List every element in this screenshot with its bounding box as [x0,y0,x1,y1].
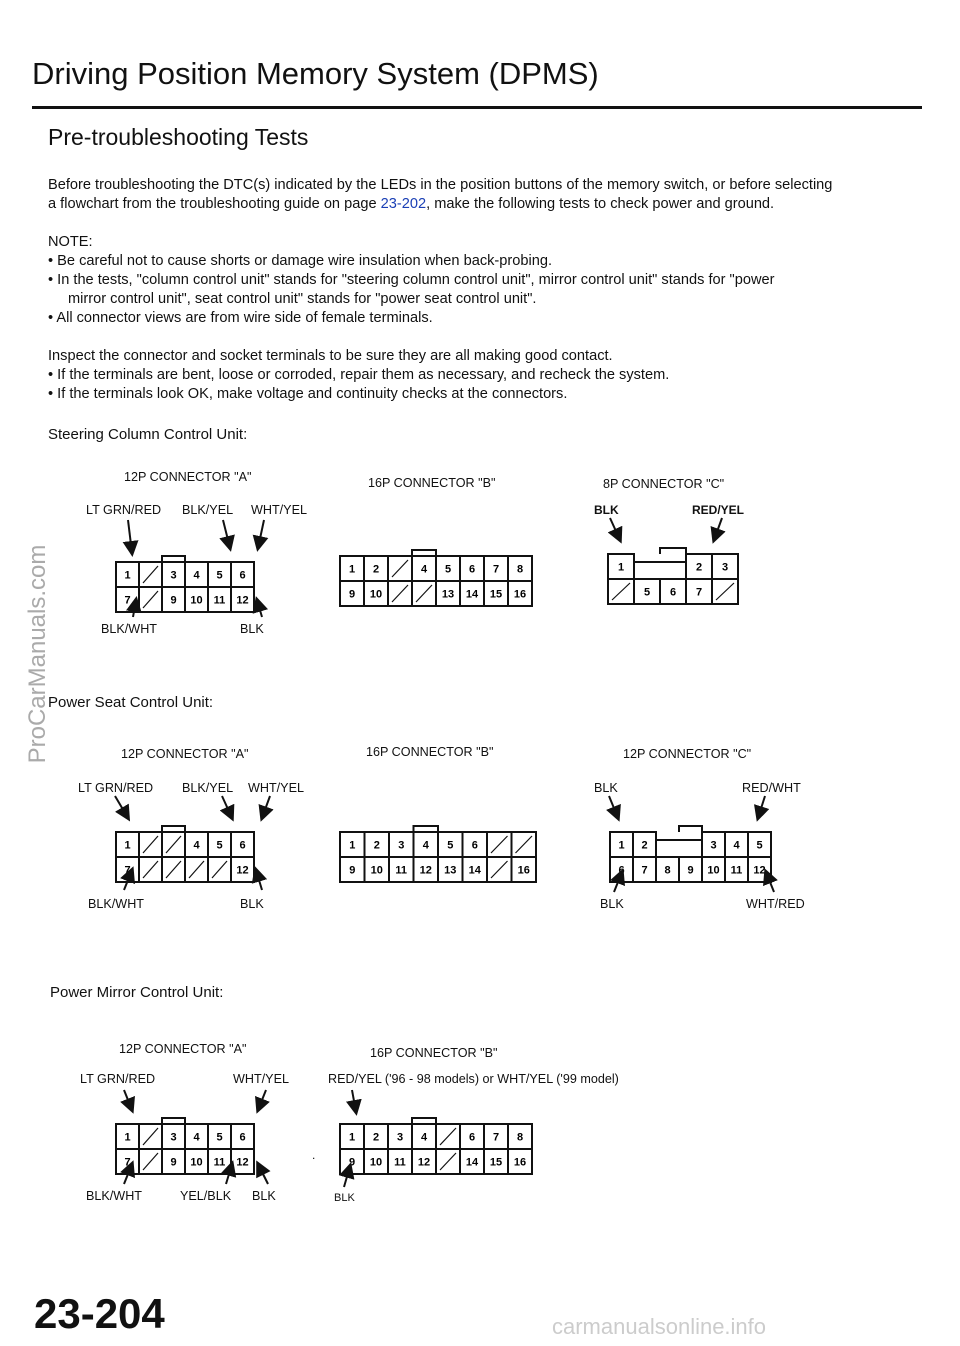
pointer-arrow [758,796,765,818]
wire-label: BLK [594,503,619,517]
terminal-number: 1 [124,569,131,582]
terminal-number: 12 [236,864,249,877]
terminal-number: 12 [236,594,249,607]
pointer-arrow [258,1090,266,1110]
terminal-number: 7 [492,563,500,576]
terminal-number: 10 [190,594,203,607]
terminal-number: 1 [124,839,131,852]
inspect-line: Inspect the connector and socket terminals to be sure they are all making good contact. [48,348,613,364]
pointer-arrow [223,520,230,548]
terminal-number: 4 [193,569,200,582]
terminal-number: 5 [216,839,223,852]
wire-label: BLK [240,622,264,636]
terminal-number: 15 [489,1156,503,1169]
page-title: Driving Position Memory System (DPMS) [32,56,599,91]
terminal-number: 10 [707,864,720,877]
terminal-number: 15 [489,588,503,601]
wire-label: BLK/WHT [86,1189,142,1203]
terminal-number: 5 [216,1131,223,1144]
terminal-number: 11 [213,1156,226,1169]
pointer-arrow [256,870,262,890]
wire-label: BLK [240,897,264,911]
terminal-number: 1 [618,839,625,852]
note-item: mirror control unit", seat control unit" stands for "power seat control unit". [68,291,537,307]
terminal-number: 4 [193,1131,200,1144]
terminal-number: 14 [468,864,481,877]
terminal-number: 12 [417,1156,431,1169]
note-item: • In the tests, "column control unit" stands for "steering column control unit", mirror control unit" stands for "power [48,272,775,288]
terminal-number: 6 [468,563,476,576]
terminal-number: 6 [618,864,625,877]
stray-dot: . [312,1148,316,1162]
terminal-number: 9 [348,588,356,601]
terminal-number: 16 [517,864,530,877]
terminal-number: 6 [239,839,246,852]
wire-label: WHT/YEL [248,781,304,795]
terminal-number: 2 [695,561,703,574]
connector-title: 12P CONNECTOR "A" [121,747,249,761]
note-item: • Be careful not to cause shorts or damage wire insulation when back-probing. [48,253,553,269]
wire-label: BLK/WHT [88,897,144,911]
terminal-number: 3 [721,561,729,574]
pointer-arrow [766,872,774,892]
terminal-number: 7 [492,1131,500,1144]
terminal-number: 8 [664,864,671,877]
note-item: • All connector views are from wire side of female terminals. [48,310,433,326]
terminal-number: 4 [420,1131,428,1144]
terminal-number: 11 [213,594,226,607]
terminal-number: 16 [513,1156,527,1169]
connector-title: 16P CONNECTOR "B" [368,476,496,490]
pointer-arrow [226,1164,232,1184]
terminal-number: 1 [348,563,356,576]
wire-label: BLK/YEL [182,781,234,795]
terminal-number: 6 [239,569,246,582]
terminal-number: 7 [695,586,703,599]
connector-title: 16P CONNECTOR "B" [370,1046,498,1060]
terminal-number: 5 [216,569,223,582]
wire-label: RED/YEL [692,503,745,517]
terminal-number: 4 [422,839,429,852]
terminal-number: 7 [124,864,131,877]
connector-title: 16P CONNECTOR "B" [366,745,494,759]
pointer-arrow [258,1164,268,1184]
terminal-number: 1 [124,1131,131,1144]
pointer-arrow [352,1090,356,1112]
terminal-number: 3 [710,839,717,852]
terminal-number: 4 [193,839,200,852]
terminal-number: 7 [641,864,648,877]
terminal-number: 13 [444,864,457,877]
terminal-number: 9 [170,1156,177,1169]
terminal-number: 9 [348,1156,356,1169]
pointer-arrow [610,518,620,540]
connector-title: 12P CONNECTOR "A" [119,1042,247,1056]
terminal-number: 3 [170,569,177,582]
wire-label: LT GRN/RED [86,503,162,517]
terminal-number: 10 [190,1156,203,1169]
terminal-number: 12 [753,864,766,877]
terminal-number: 9 [687,864,694,877]
terminal-number: 7 [124,594,131,607]
wire-label: LT GRN/RED [80,1072,156,1086]
terminal-number: 4 [733,839,740,852]
terminal-number: 9 [349,864,356,877]
terminal-number: 3 [170,1131,177,1144]
wire-label: LT GRN/RED [78,781,154,795]
section-mirror: Power Mirror Control Unit: [50,984,224,1001]
pointer-arrow [344,1166,350,1187]
terminal-number: 10 [370,864,383,877]
terminal-number: 6 [239,1131,246,1144]
pointer-arrow [128,520,132,553]
intro-text: a flowchart from the troubleshooting guide on page [48,196,381,212]
terminal-number: 2 [372,1131,380,1144]
pointer-arrow [262,796,270,818]
page-link[interactable]: 23-202 [380,196,427,212]
terminal-number: 5 [643,586,651,599]
wire-label: BLK [334,1192,355,1204]
terminal-number: 2 [372,563,380,576]
section-subtitle: Pre-troubleshooting Tests [48,124,309,150]
inspect-line: • If the terminals look OK, make voltage and continuity checks at the connectors. [48,386,568,402]
section-steering: Steering Column Control Unit: [48,426,248,443]
terminal-number: 5 [756,839,763,852]
intro-line-1: Before troubleshooting the DTC(s) indicated by the LEDs in the position buttons of the memory switch, or before selecting [48,177,833,193]
pointer-arrow [124,870,132,890]
pointer-arrow [124,1090,132,1110]
terminal-number: 2 [373,839,380,852]
terminal-number: 10 [369,588,383,601]
terminal-number: 14 [465,588,479,601]
pointer-arrow [609,796,618,818]
terminal-number: 1 [348,1131,356,1144]
terminal-number: 8 [516,563,524,576]
terminal-number: 5 [444,563,452,576]
wire-label: RED/YEL ('96 - 98 models) or WHT/YEL ('99 model) [328,1072,619,1086]
terminal-number: 8 [516,1131,524,1144]
terminal-number: 1 [617,561,625,574]
terminal-number: 3 [398,839,405,852]
pointer-arrow [714,518,722,540]
section-seat: Power Seat Control Unit: [48,694,214,711]
connector-title: 8P CONNECTOR "C" [603,477,725,491]
terminal-number: 12 [419,864,432,877]
terminal-number: 13 [441,588,455,601]
terminal-number: 6 [471,839,478,852]
inspect-line: • If the terminals are bent, loose or corroded, repair them as necessary, and recheck the system. [48,367,670,383]
terminal-number: 3 [396,1131,404,1144]
wire-label: WHT/RED [746,897,805,911]
wire-label: WHT/YEL [251,503,307,517]
terminal-number: 10 [369,1156,383,1169]
wire-label: BLK/WHT [101,622,157,636]
pointer-arrow [133,600,136,617]
pointer-arrow [614,872,622,892]
terminal-number: 16 [513,588,527,601]
watermark: ProCarManuals.com [24,544,51,764]
page-number: 23-204 [34,1290,165,1337]
connector-title: 12P CONNECTOR "A" [124,470,252,484]
terminal-number: 6 [468,1131,476,1144]
terminal-number: 5 [447,839,454,852]
terminal-number: 11 [394,1156,406,1169]
terminal-number: 4 [420,563,428,576]
wire-label: BLK [594,781,618,795]
wire-label: BLK [252,1189,276,1203]
terminal-number: 11 [395,864,408,877]
terminal-number: 9 [170,594,177,607]
terminal-number: 6 [669,586,677,599]
footer-site: carmanualsonline.info [552,1314,767,1339]
pointer-arrow [257,600,262,617]
wire-label: BLK [600,897,624,911]
terminal-number: 12 [236,1156,249,1169]
terminal-number: 1 [349,839,356,852]
pointer-arrow [124,1164,132,1184]
wire-label: BLK/YEL [182,503,234,517]
pointer-arrow [115,796,128,818]
wire-label: RED/WHT [742,781,801,795]
wire-label: YEL/BLK [180,1189,232,1203]
terminal-number: 11 [730,864,743,877]
terminal-number: 14 [465,1156,479,1169]
pointer-arrow [222,796,232,818]
intro-text-end: , make the following tests to check power and ground. [426,196,775,212]
terminal-number: 2 [641,839,648,852]
terminal-number: 7 [124,1156,131,1169]
pointer-arrow [258,520,264,548]
note-heading: NOTE: [48,234,93,250]
wire-label: WHT/YEL [233,1072,289,1086]
connector-title: 12P CONNECTOR "C" [623,747,752,761]
